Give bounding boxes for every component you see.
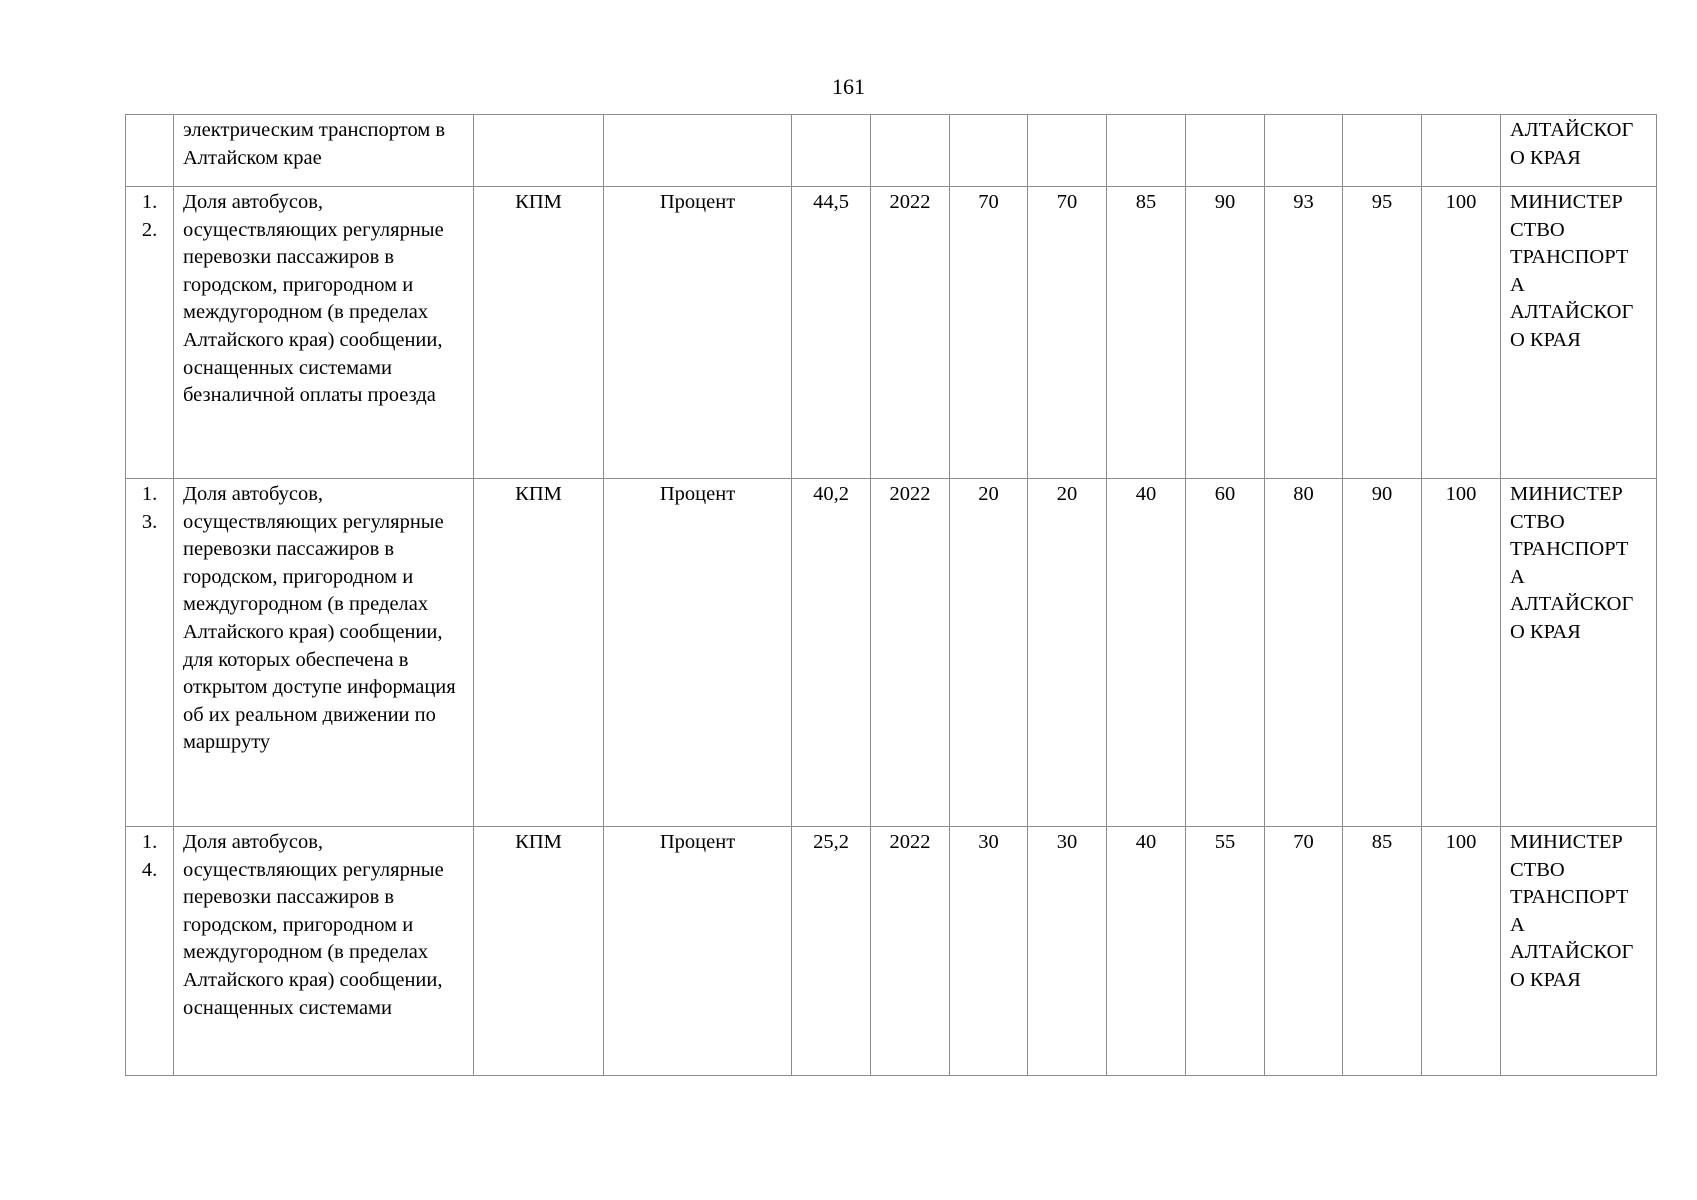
year-value-cell: 100 [1422,827,1501,1076]
indicator-level-cell [474,115,604,187]
indicator-level-cell: КПМ [474,479,604,827]
page-number: 161 [832,74,865,99]
table-row [126,827,1657,1076]
base-value-cell: 40,2 [792,479,871,827]
indicator-level-cell: КПМ [474,827,604,1076]
table-row [126,115,1657,187]
indicators-table [125,114,1657,1076]
year-value-cell: 30 [1028,827,1107,1076]
unit-cell: Процент [604,479,792,827]
row-number-part: 4. [141,858,158,881]
indicator-name-cell: электрическим транспортом в Алтайском крае [174,115,474,187]
responsible-cell: МИНИСТЕР СТВО ТРАНСПОРТ А АЛТАЙСКОГ О КРАЯ [1501,827,1657,1076]
base-value-cell: 44,5 [792,187,871,479]
year-value-cell: 60 [1186,479,1265,827]
year-value-cell [1186,115,1265,187]
year-value-cell: 90 [1186,187,1265,479]
year-value-cell: 85 [1107,187,1186,479]
year-value-cell: 30 [950,827,1028,1076]
unit-cell [604,115,792,187]
year-value-cell: 40 [1107,479,1186,827]
year-value-cell: 55 [1186,827,1265,1076]
year-value-cell: 70 [1265,827,1343,1076]
year-value-cell [1422,115,1501,187]
responsible-cell: МИНИСТЕР СТВО ТРАНСПОРТ А АЛТАЙСКОГ О КРАЯ [1501,187,1657,479]
row-number-cell [126,479,174,827]
year-value-cell [1028,115,1107,187]
year-value-cell: 20 [950,479,1028,827]
base-year-cell: 2022 [871,187,950,479]
responsible-cell: АЛТАЙСКОГ О КРАЯ [1501,115,1657,187]
unit-cell: Процент [604,827,792,1076]
row-number-cell [126,827,174,1076]
year-value-cell: 100 [1422,479,1501,827]
year-value-cell [950,115,1028,187]
indicator-name-cell: Доля автобусов, осуществляющих регулярные перевозки пассажиров в городском, пригородном и междугородном (в пределах Алтайского края) сообщении, оснащенных системами [174,827,474,1076]
year-value-cell: 70 [950,187,1028,479]
row-number-part: 1. [141,831,158,853]
year-value-cell [1265,115,1343,187]
year-value-cell: 40 [1107,827,1186,1076]
unit-cell: Процент [604,187,792,479]
responsible-cell: МИНИСТЕР СТВО ТРАНСПОРТ А АЛТАЙСКОГ О КРАЯ [1501,479,1657,827]
base-value-cell: 25,2 [792,827,871,1076]
base-value-cell [792,115,871,187]
table-row [126,479,1657,827]
year-value-cell [1343,115,1422,187]
year-value-cell: 80 [1265,479,1343,827]
base-year-cell: 2022 [871,479,950,827]
year-value-cell: 93 [1265,187,1343,479]
row-number-cell [126,115,174,187]
year-value-cell: 70 [1028,187,1107,479]
row-number-part: 2. [141,218,158,241]
row-number-cell [126,187,174,479]
indicator-name-cell: Доля автобусов, осуществляющих регулярные перевозки пассажиров в городском, пригородном и междугородном (в пределах Алтайского края) сообщении, для которых обеспечена в открытом доступе информация об их реальном движении по маршруту [174,479,474,827]
year-value-cell [1107,115,1186,187]
base-year-cell [871,115,950,187]
row-number-part: 1. [141,483,158,505]
year-value-cell: 85 [1343,827,1422,1076]
year-value-cell: 20 [1028,479,1107,827]
indicator-name-cell: Доля автобусов, осуществляющих регулярные перевозки пассажиров в городском, пригородном и междугородном (в пределах Алтайского края) сообщении, оснащенных системами безналичной оплаты проезда [174,187,474,479]
table-row [126,187,1657,479]
base-year-cell: 2022 [871,827,950,1076]
year-value-cell: 95 [1343,187,1422,479]
indicator-level-cell: КПМ [474,187,604,479]
year-value-cell: 100 [1422,187,1501,479]
row-number-part: 1. [141,191,158,213]
year-value-cell: 90 [1343,479,1422,827]
row-number-part: 3. [141,510,158,533]
